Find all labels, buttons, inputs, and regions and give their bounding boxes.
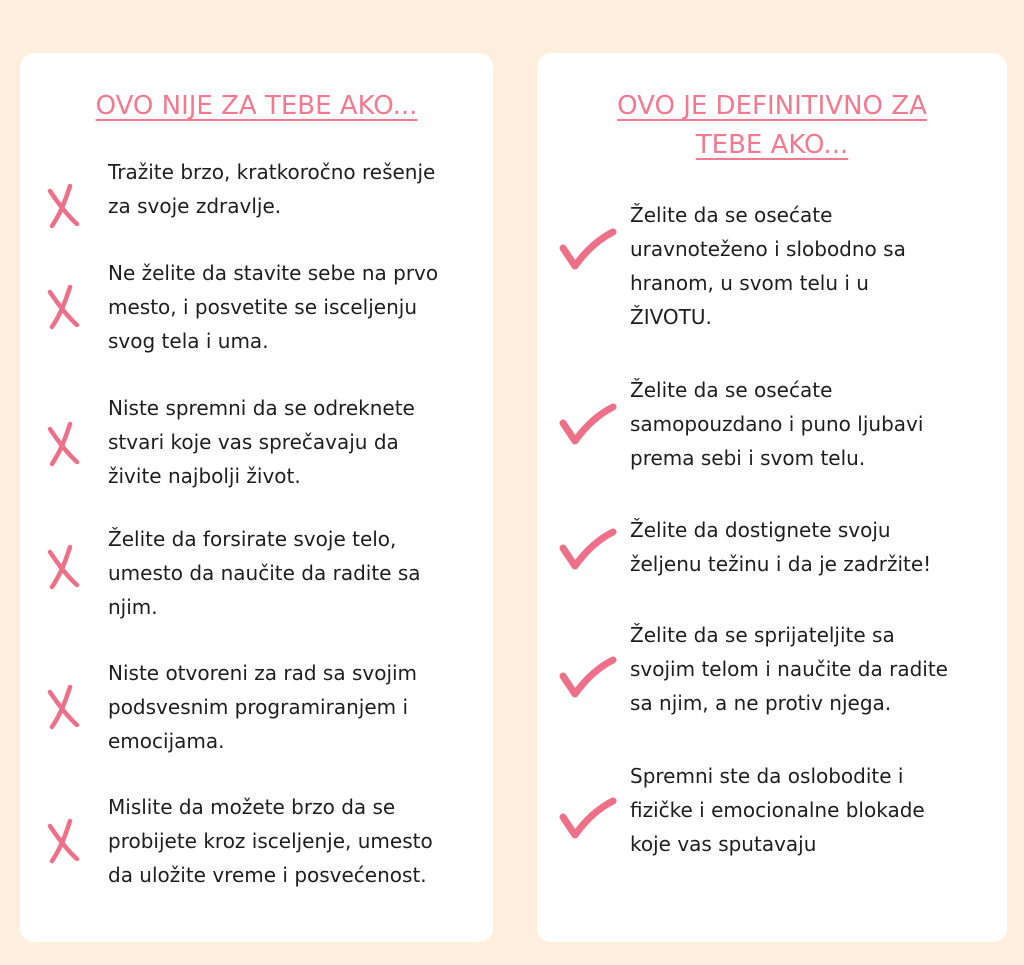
check-icon [557,528,617,572]
cross-icon [44,818,84,864]
list-item-text: Niste otvoreni za rad sa svojim podsvesnim programiranjem i emocijama. [108,661,418,753]
cross-icon [44,684,84,730]
definitely-for-you-card [537,53,1007,942]
cross-icon [44,421,84,467]
cross-icon [44,183,84,229]
list-item-text: Želite da se osećate samopouzdano i puno ljubavi prema sebi i svom telu. [630,378,924,470]
definitely-for-you-title: OVO JE DEFINITIVNO ZA TEBE AKO... [617,91,927,160]
check-icon [557,403,617,447]
list-item-text: Niste spremni da se odreknete stvari koje vas sprečavaju da živite najbolji život. [108,396,415,488]
list-item-text: Mislite da možete brzo da se probijete kroz isceljenje, umesto da uložite vreme i posvećenost. [108,795,433,887]
check-icon [557,797,617,841]
list-item-text: Želite da se sprijateljite sa svojim telom i naučite da radite sa njim, a ne protiv njega. [630,623,948,715]
list-item-text: Spremni ste da oslobodite i fizičke i emocionalne blokade koje vas sputavaju [630,764,925,856]
not-for-you-card [20,53,493,942]
list-item-text: Ne želite da stavite sebe na prvo mesto, i posvetite se isceljenju svog tela i uma. [108,261,439,353]
check-icon [557,228,617,272]
list-item-text: Tražite brzo, kratkoročno rešenje za svoje zdravlje. [108,160,436,218]
cross-icon [44,544,84,590]
list-item-text: Želite da se osećate uravnoteženo i slobodno sa hranom, u svom telu i u ŽIVOTU. [630,203,906,329]
check-icon [557,656,617,700]
list-item-text: Želite da dostignete svoju željenu težinu i da je zadržite! [630,518,932,576]
not-for-you-title: OVO NIJE ZA TEBE AKO... [95,91,418,121]
cross-icon [44,284,84,330]
list-item-text: Želite da forsirate svoje telo, umesto da naučite da radite sa njim. [108,527,421,619]
